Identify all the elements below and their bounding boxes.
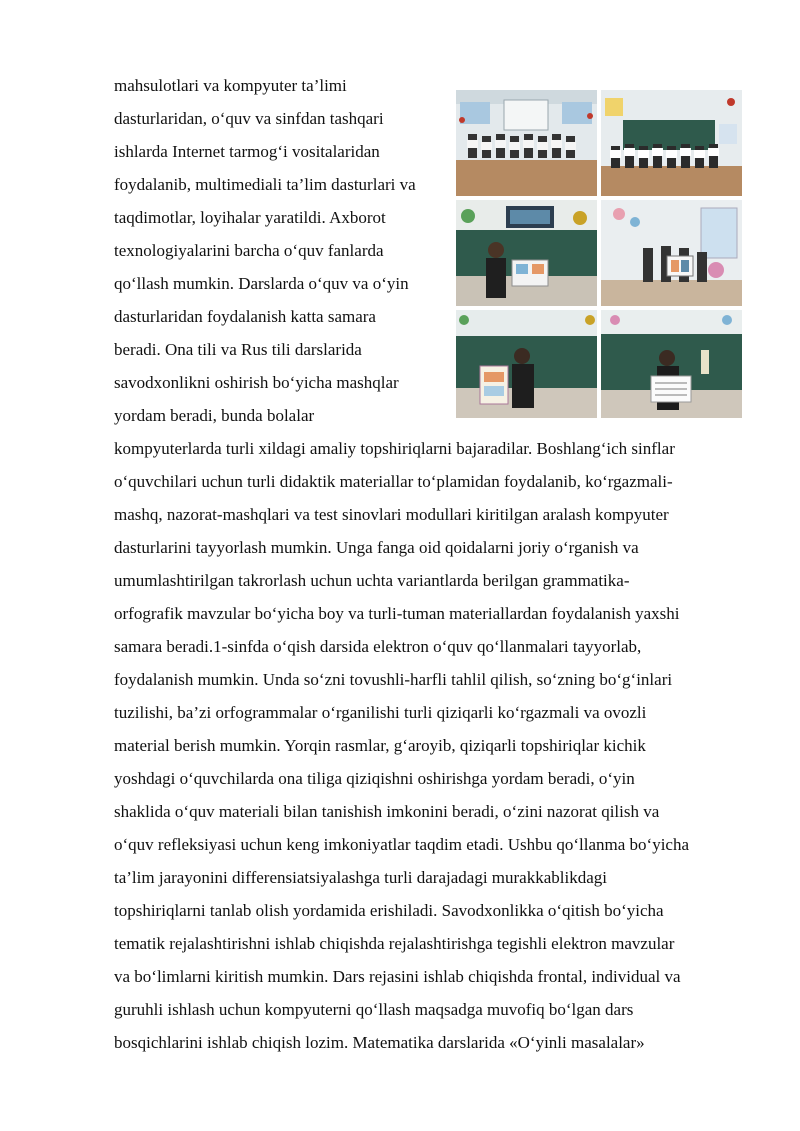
text-line: bosqichlarini ishlab chiqish lozim. Matematika darslarida «O‘yinli masalalar» bbox=[114, 1033, 645, 1052]
text-line: topshiriqlarni tanlab olish yordamida erishiladi. Savodxonlikka o‘qitish bo‘yicha bbox=[114, 901, 664, 920]
text-line: guruhli ishlash uchun kompyuterni qo‘llash maqsadga muvofiq bo‘lgan dars bbox=[114, 1000, 634, 1019]
classroom-photo-6 bbox=[601, 310, 742, 418]
text-line: orfografik mavzular bo‘yicha boy va turli-tuman materiallardan foydalanish yaxshi bbox=[114, 604, 680, 623]
photo-collage bbox=[456, 90, 742, 418]
text-line: texnologiyalarini barcha o‘quv fanlarda bbox=[114, 241, 384, 260]
text-line: tuzilishi, ba’zi orfogrammalar o‘rganilishi turli qiziqarli ko‘rgazmali va ovozli bbox=[114, 703, 647, 722]
text-line: umumlashtirilgan takrorlash uchun uchta variantlarda berilgan grammatika- bbox=[114, 571, 630, 590]
text-line: va bo‘limlarni kiritish mumkin. Dars rejasini ishlab chiqishda frontal, individual va bbox=[114, 967, 681, 986]
classroom-photo-5 bbox=[456, 310, 597, 418]
text-line: yoshdagi o‘quvchilarda ona tiliga qiziqishni oshirishga yordam beradi, o‘yin bbox=[114, 769, 635, 788]
text-line: o‘quv refleksiyasi uchun keng imkoniyatlar taqdim etadi. Ushbu qo‘llanma bo‘yicha bbox=[114, 835, 690, 854]
text-line: savodxonlikni oshirish bo‘yicha mashqlar bbox=[114, 373, 399, 392]
text-line: qo‘llash mumkin. Darslarda o‘quv va o‘yin bbox=[114, 274, 409, 293]
text-line: samara beradi.1-sinfda o‘qish darsida elektron o‘quv qo‘llanmalari tayyorlab, bbox=[114, 637, 642, 656]
text-line: dasturlarini tayyorlash mumkin. Unga fanga oid qoidalarni joriy o‘rganish va bbox=[114, 538, 639, 557]
text-line: taqdimotlar, loyihalar yaratildi. Axborot bbox=[114, 208, 386, 227]
text-line: mashq, nazorat-mashqlari va test sinovlari modullari kiritilgan aralash kompyuter bbox=[114, 505, 669, 524]
classroom-photo-2 bbox=[601, 90, 742, 196]
text-line: o‘quvchilari uchun turli didaktik materiallar to‘plamidan foydalanib, ko‘rgazmali- bbox=[114, 472, 673, 491]
text-line: yordam beradi, bunda bolalar bbox=[114, 406, 315, 425]
text-line: mahsulotlari va kompyuter ta’limi bbox=[114, 76, 347, 95]
classroom-photo-1 bbox=[456, 90, 597, 196]
text-line: dasturlaridan foydalanish katta samara bbox=[114, 307, 376, 326]
text-line: beradi. Ona tili va Rus tili darslarida bbox=[114, 340, 362, 359]
text-line: kompyuterlarda turli xildagi amaliy topshiriqlarni bajaradilar. Boshlang‘ich sinflar bbox=[114, 439, 675, 458]
text-line: foydalanish mumkin. Unda so‘zni tovushli-harfli tahlil qilish, so‘zning bo‘g‘inlari bbox=[114, 670, 673, 689]
text-line: ta’lim jarayonini differensiatsiyalashga turli darajadagi murakkablikdagi bbox=[114, 868, 607, 887]
text-line: tematik rejalashtirishni ishlab chiqishda rejalashtirishga tegishli elektron mavzular bbox=[114, 934, 675, 953]
text-line: shaklida o‘quv materiali bilan tanishish imkonini beradi, o‘zini nazorat qilish va bbox=[114, 802, 660, 821]
text-line: ishlarda Internet tarmog‘i vositalaridan bbox=[114, 142, 380, 161]
text-line: dasturlaridan, o‘quv va sinfdan tashqari bbox=[114, 109, 384, 128]
classroom-photo-3 bbox=[456, 200, 597, 306]
text-line: foydalanib, multimediali ta’lim dasturlari va bbox=[114, 175, 416, 194]
classroom-photo-4 bbox=[601, 200, 742, 306]
text-line: material berish mumkin. Yorqin rasmlar, g‘aroyib, qiziqarli topshiriqlar kichik bbox=[114, 736, 646, 755]
